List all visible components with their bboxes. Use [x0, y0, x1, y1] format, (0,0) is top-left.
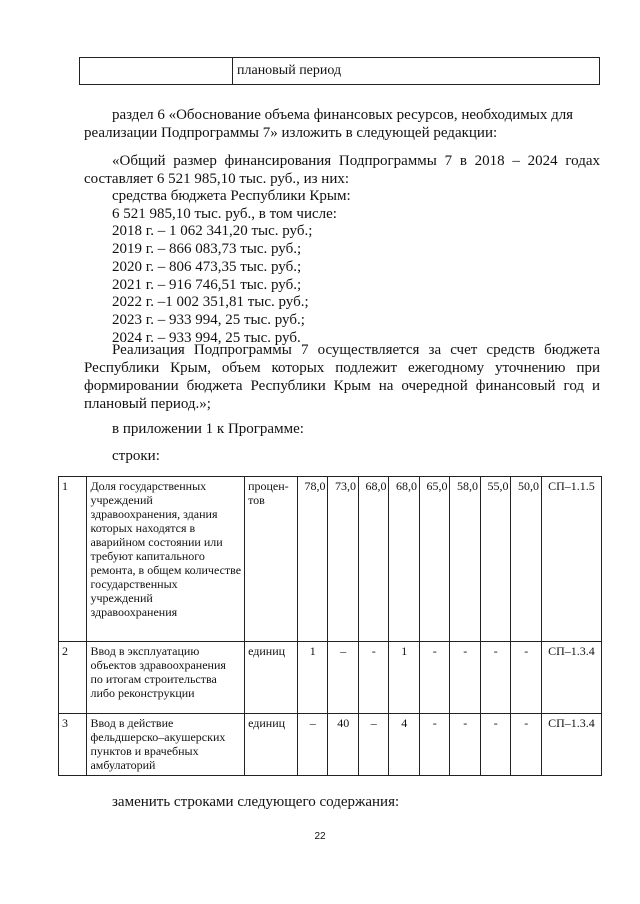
indicator-name-cell: Ввод в эксплуатацию объектов здравоохранения по итогам строительства либо реконструкции — [87, 642, 245, 714]
funding-line: 2021 г. – 916 746,51 тыс. руб.; — [112, 276, 302, 293]
replace-with-label: заменить строками следующего содержания: — [112, 794, 400, 810]
funding-total-line1: «Общий размер финансирования Подпрограммы 7 в 2018 – 2024 годах — [112, 153, 600, 169]
funding-line: 2022 г. –1 002 351,81 тыс. руб.; — [112, 294, 309, 311]
table-row — [59, 714, 602, 776]
funding-line: 6 521 985,10 тыс. руб., в том числе: — [112, 205, 337, 222]
year-value-cell: 1 — [389, 642, 420, 714]
unit-cell: единиц — [245, 714, 298, 776]
funding-total-line2: составляет 6 521 985,10 тыс. руб., из них: — [84, 171, 350, 187]
year-value-cell: 73,0 — [328, 477, 359, 642]
unit-cell: процен-тов — [245, 477, 298, 642]
section6-intro-line1: раздел 6 «Обоснование объема финансовых ресурсов, необходимых для — [112, 107, 574, 123]
indicator-name-cell: Доля государственных учреждений здравоохранения, здания которых находятся в аварийном состоянии или требуют капитального ремонта, в общем количестве государственных учреждений здравоохранения — [87, 477, 245, 642]
appendix-reference: в приложении 1 к Программе: — [112, 421, 304, 437]
year-value-cell: - — [419, 642, 450, 714]
year-value-cell: 68,0 — [389, 477, 420, 642]
top-table-fragment — [79, 57, 600, 85]
year-value-cell: 78,0 — [297, 477, 328, 642]
year-value-cell: 58,0 — [450, 477, 481, 642]
year-value-cell: – — [328, 642, 359, 714]
unit-cell: единиц — [245, 642, 298, 714]
funding-line: 2024 г. – 933 994, 25 тыс. руб. — [112, 329, 301, 346]
year-value-cell: 40 — [328, 714, 359, 776]
top-table-empty-cell — [80, 58, 233, 85]
indicator-name-cell: Ввод в действие фельдшерско–акушерских пунктов и врачебных амбулаторий — [87, 714, 245, 776]
section6-intro-line2: реализации Подпрограммы 7» изложить в следующей редакции: — [84, 125, 498, 141]
table-row — [59, 642, 602, 714]
implementation-line2: Республики Крым, объем которых подлежит ежегодному уточнению при — [84, 360, 600, 376]
implementation-line1: Реализация Подпрограммы 7 осуществляется за счет средств бюджета — [112, 342, 600, 358]
program-code-cell: СП–1.1.5 — [541, 477, 601, 642]
year-value-cell: - — [511, 714, 542, 776]
year-value-cell: - — [480, 714, 511, 776]
funding-line: 2019 г. – 866 083,73 тыс. руб.; — [112, 241, 302, 258]
year-value-cell: 65,0 — [419, 477, 450, 642]
year-value-cell: 1 — [297, 642, 328, 714]
page-number: 22 — [314, 831, 326, 842]
year-value-cell: - — [358, 642, 389, 714]
funding-line: 2023 г. – 933 994, 25 тыс. руб.; — [112, 311, 305, 328]
year-value-cell: - — [419, 714, 450, 776]
year-value-cell: - — [450, 642, 481, 714]
row-number-cell: 1 — [59, 477, 87, 642]
year-value-cell: 55,0 — [480, 477, 511, 642]
implementation-line4: плановый период.»; — [84, 396, 211, 412]
year-value-cell: - — [450, 714, 481, 776]
year-value-cell: – — [297, 714, 328, 776]
program-code-cell: СП–1.3.4 — [541, 714, 601, 776]
year-value-cell: - — [511, 642, 542, 714]
rows-label: строки: — [112, 448, 160, 464]
year-value-cell: 68,0 — [358, 477, 389, 642]
row-number-cell: 3 — [59, 714, 87, 776]
funding-line: средства бюджета Республики Крым: — [112, 188, 351, 204]
year-value-cell: – — [358, 714, 389, 776]
year-value-cell: 4 — [389, 714, 420, 776]
top-table-planned-period-cell: плановый период — [233, 58, 600, 85]
row-number-cell: 2 — [59, 642, 87, 714]
program-code-cell: СП–1.3.4 — [541, 642, 601, 714]
table-row — [59, 477, 602, 642]
indicators-table — [58, 476, 602, 776]
year-value-cell: - — [480, 642, 511, 714]
implementation-line3: формировании бюджета Республики Крым на очередной финансовый год и — [84, 378, 600, 394]
year-value-cell: 50,0 — [511, 477, 542, 642]
funding-line: 2018 г. – 1 062 341,20 тыс. руб.; — [112, 223, 313, 240]
funding-line: 2020 г. – 806 473,35 тыс. руб.; — [112, 258, 302, 275]
